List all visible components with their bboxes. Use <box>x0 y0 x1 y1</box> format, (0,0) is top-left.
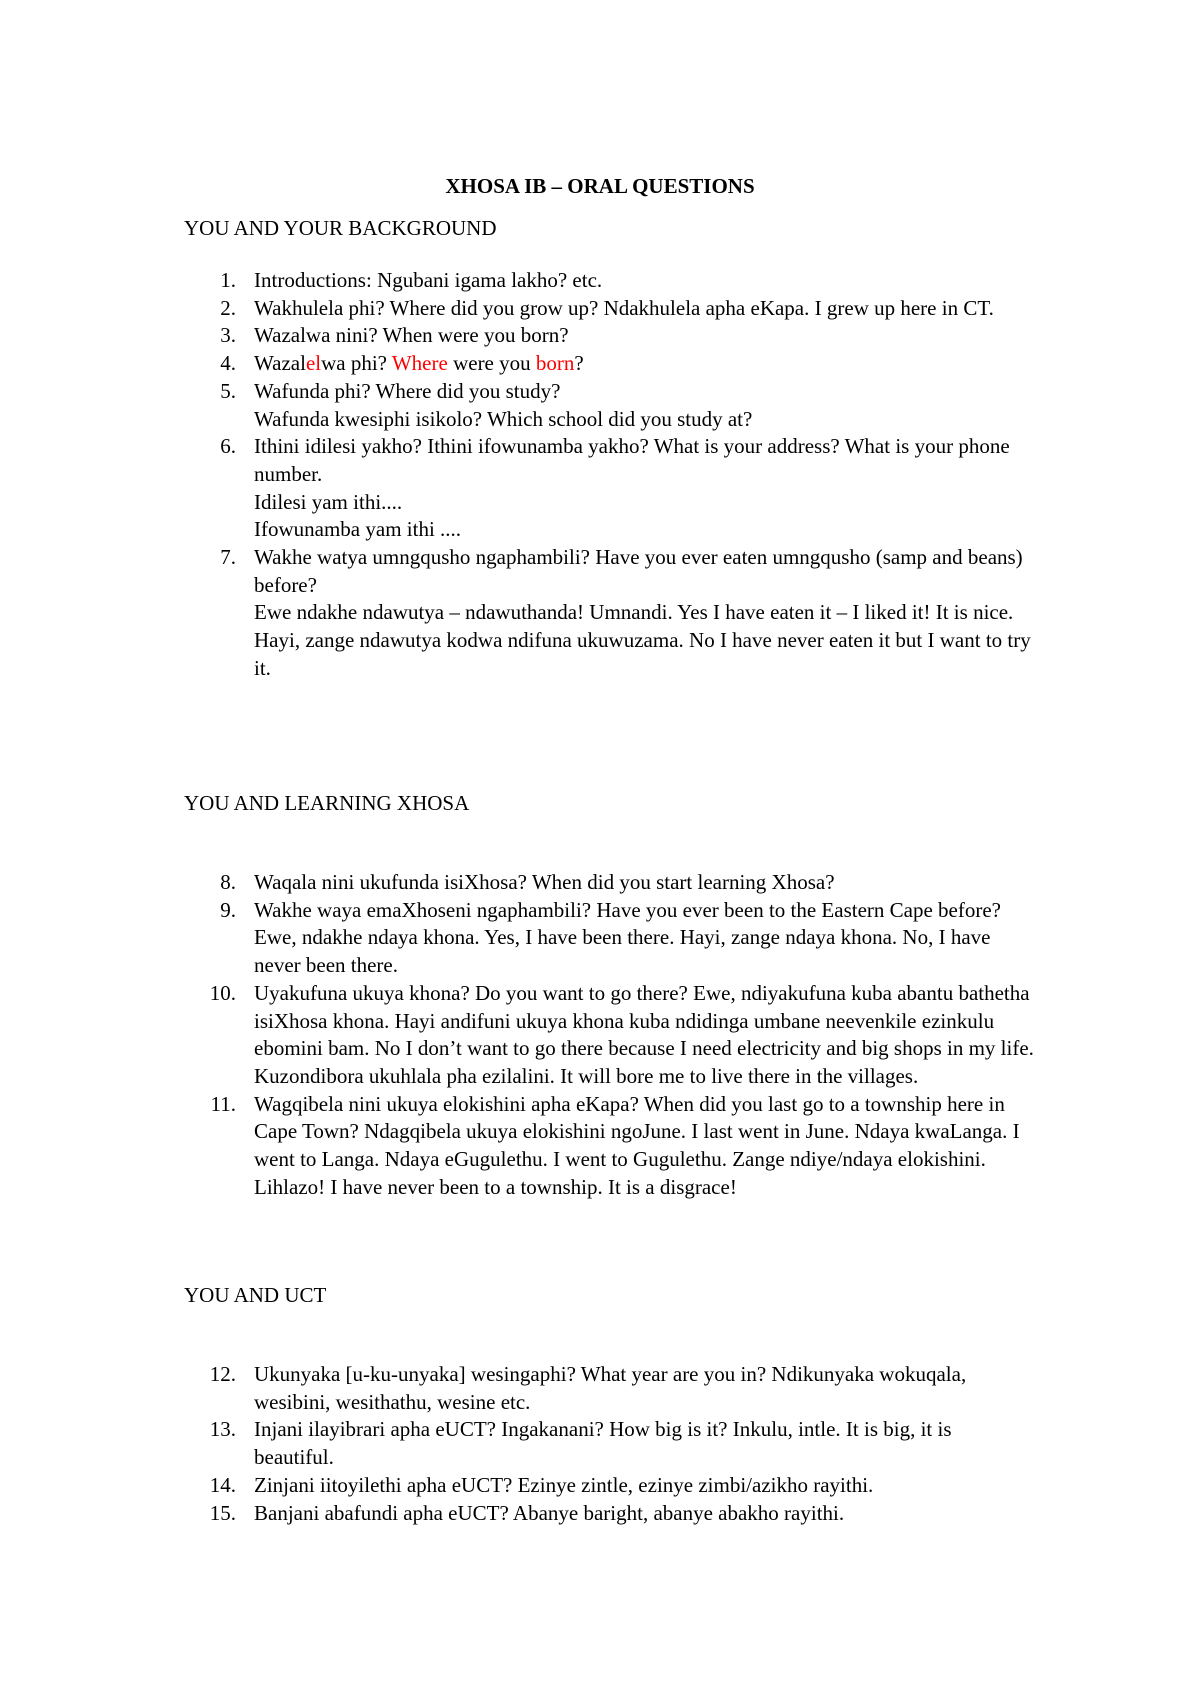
highlighted-text-run: Where <box>391 351 448 376</box>
item-number: 14. <box>209 1472 236 1497</box>
list-item <box>184 267 1034 295</box>
item-number: 12. <box>209 1362 236 1386</box>
section-heading-learning: YOU AND LEARNING XHOSA <box>184 791 470 815</box>
item-text: Uyakufuna ukuya khona? Do you want to go there? Ewe, ndiyakufuna kuba abantu bathetha isiXhosa khona. Hayi andifuni ukuya khona kuba ndidinga umbane neevenkile ezinkulu ebomini bam. No I don’t want to go there because I need electricity and big shops in my life. Kuzondibora ukuhlala pha ezilalini. It will bore me to live there in the villages. <box>254 980 1034 1088</box>
list-item <box>184 1500 1034 1528</box>
item-text: Zinjani iitoyilethi apha eUCT? Ezinye zintle, ezinye zimbi/azikho rayithi. <box>254 1472 874 1497</box>
item-text: Waqala nini ukufunda isiXhosa? When did you start learning Xhosa? <box>254 870 835 894</box>
list-item <box>184 980 1034 1091</box>
text-run: wa phi? <box>321 351 392 376</box>
question-list-uct <box>184 1361 1034 1527</box>
item-number: 8. <box>220 870 236 894</box>
item-number: 11. <box>210 1091 236 1116</box>
item-number: 13. <box>209 1417 236 1442</box>
item-number: 15. <box>209 1500 236 1525</box>
item-number: 2. <box>220 295 236 320</box>
section-heading-uct: YOU AND UCT <box>184 1283 327 1307</box>
item-number: 7. <box>220 545 236 570</box>
item-text: Hayi, zange ndawutya kodwa ndifuna ukuwuzama. No I have never eaten it but I want to try it. <box>254 628 1031 680</box>
item-text: Ewe ndakhe ndawutya – ndawuthanda! Umnandi. Yes I have eaten it – I liked it! It is nice. <box>254 600 1014 625</box>
item-text: Wagqibela nini ukuya elokishini apha eKapa? When did you last go to a township here in Cape Town? Ndagqibela ukuya elokishini ngoJune. I last went in June. Ndaya kwaLanga. I went to Langa. Ndaya eGugulethu. I went to Gugulethu. Zange ndiye/ndaya elokishini. Lihlazo! I have never been to a township. It is a disgrace! <box>254 1091 1020 1199</box>
list-item <box>184 1361 1034 1416</box>
item-text: Ukunyaka [u-ku-unyaka] wesingaphi? What year are you in? Ndikunyaka wokuqala, wesibini, wesithathu, wesine etc. <box>254 1362 967 1414</box>
item-text: Wafunda phi? Where did you study? <box>254 378 561 403</box>
highlighted-text-run: el <box>305 351 322 376</box>
item-text: Ifowunamba yam ithi .... <box>254 517 462 542</box>
item-text: Wakhe waya emaXhoseni ngaphambili? Have you ever been to the Eastern Cape before? Ewe, ndakhe ndaya khona. Yes, I have been there. Hayi, zange ndaya khona. No, I have never been there. <box>254 897 1001 978</box>
list-item <box>184 897 1034 980</box>
item-number: 10. <box>209 980 236 1005</box>
item-number: 5. <box>220 378 236 403</box>
item-text: Introductions: Ngubani igama lakho? etc. <box>254 268 603 292</box>
item-text: Banjani abafundi apha eUCT? Abanye baright, abanye abakho rayithi. <box>254 1500 845 1525</box>
item-number: 9. <box>220 897 236 922</box>
item-number: 6. <box>220 434 236 459</box>
text-run: were you <box>447 351 536 376</box>
list-item <box>184 1416 1034 1471</box>
list-item <box>184 322 1034 350</box>
list-item <box>184 295 1034 323</box>
item-text: Idilesi yam ithi.... <box>254 489 403 514</box>
list-item <box>184 433 1034 544</box>
page-title: XHOSA IB – ORAL QUESTIONS <box>445 174 755 198</box>
item-text: Wakhe watya umngqusho ngaphambili? Have you ever eaten umngqusho (samp and beans) before? <box>254 545 1023 597</box>
text-run: Wazal <box>254 351 306 376</box>
item-text <box>254 350 1034 378</box>
item-text: Wakhulela phi? Where did you grow up? Ndakhulela apha eKapa. I grew up here in CT. <box>254 295 994 320</box>
item-text: Injani ilayibrari apha eUCT? Ingakanani? How big is it? Inkulu, intle. It is big, it is beautiful. <box>254 1417 952 1470</box>
list-item <box>184 350 1034 378</box>
list-item <box>184 1472 1034 1500</box>
item-text: Wazalwa nini? When were you born? <box>254 323 569 348</box>
question-list-learning <box>184 869 1034 1201</box>
item-number: 3. <box>220 323 236 348</box>
item-number: 4. <box>220 351 236 376</box>
list-item <box>184 1091 1034 1202</box>
list-item <box>184 869 1034 897</box>
text-run: ? <box>574 351 584 376</box>
highlighted-text-run: born <box>535 351 575 376</box>
item-text: Ithini idilesi yakho? Ithini ifowunamba yakho? What is your address? What is your phone number. <box>254 434 1010 486</box>
question-list-background <box>184 267 1034 683</box>
list-item <box>184 378 1034 433</box>
item-text: Wafunda kwesiphi isikolo? Which school did you study at? <box>254 406 753 431</box>
list-item <box>184 544 1034 683</box>
section-heading-background: YOU AND YOUR BACKGROUND <box>184 216 497 240</box>
item-number: 1. <box>220 268 236 292</box>
